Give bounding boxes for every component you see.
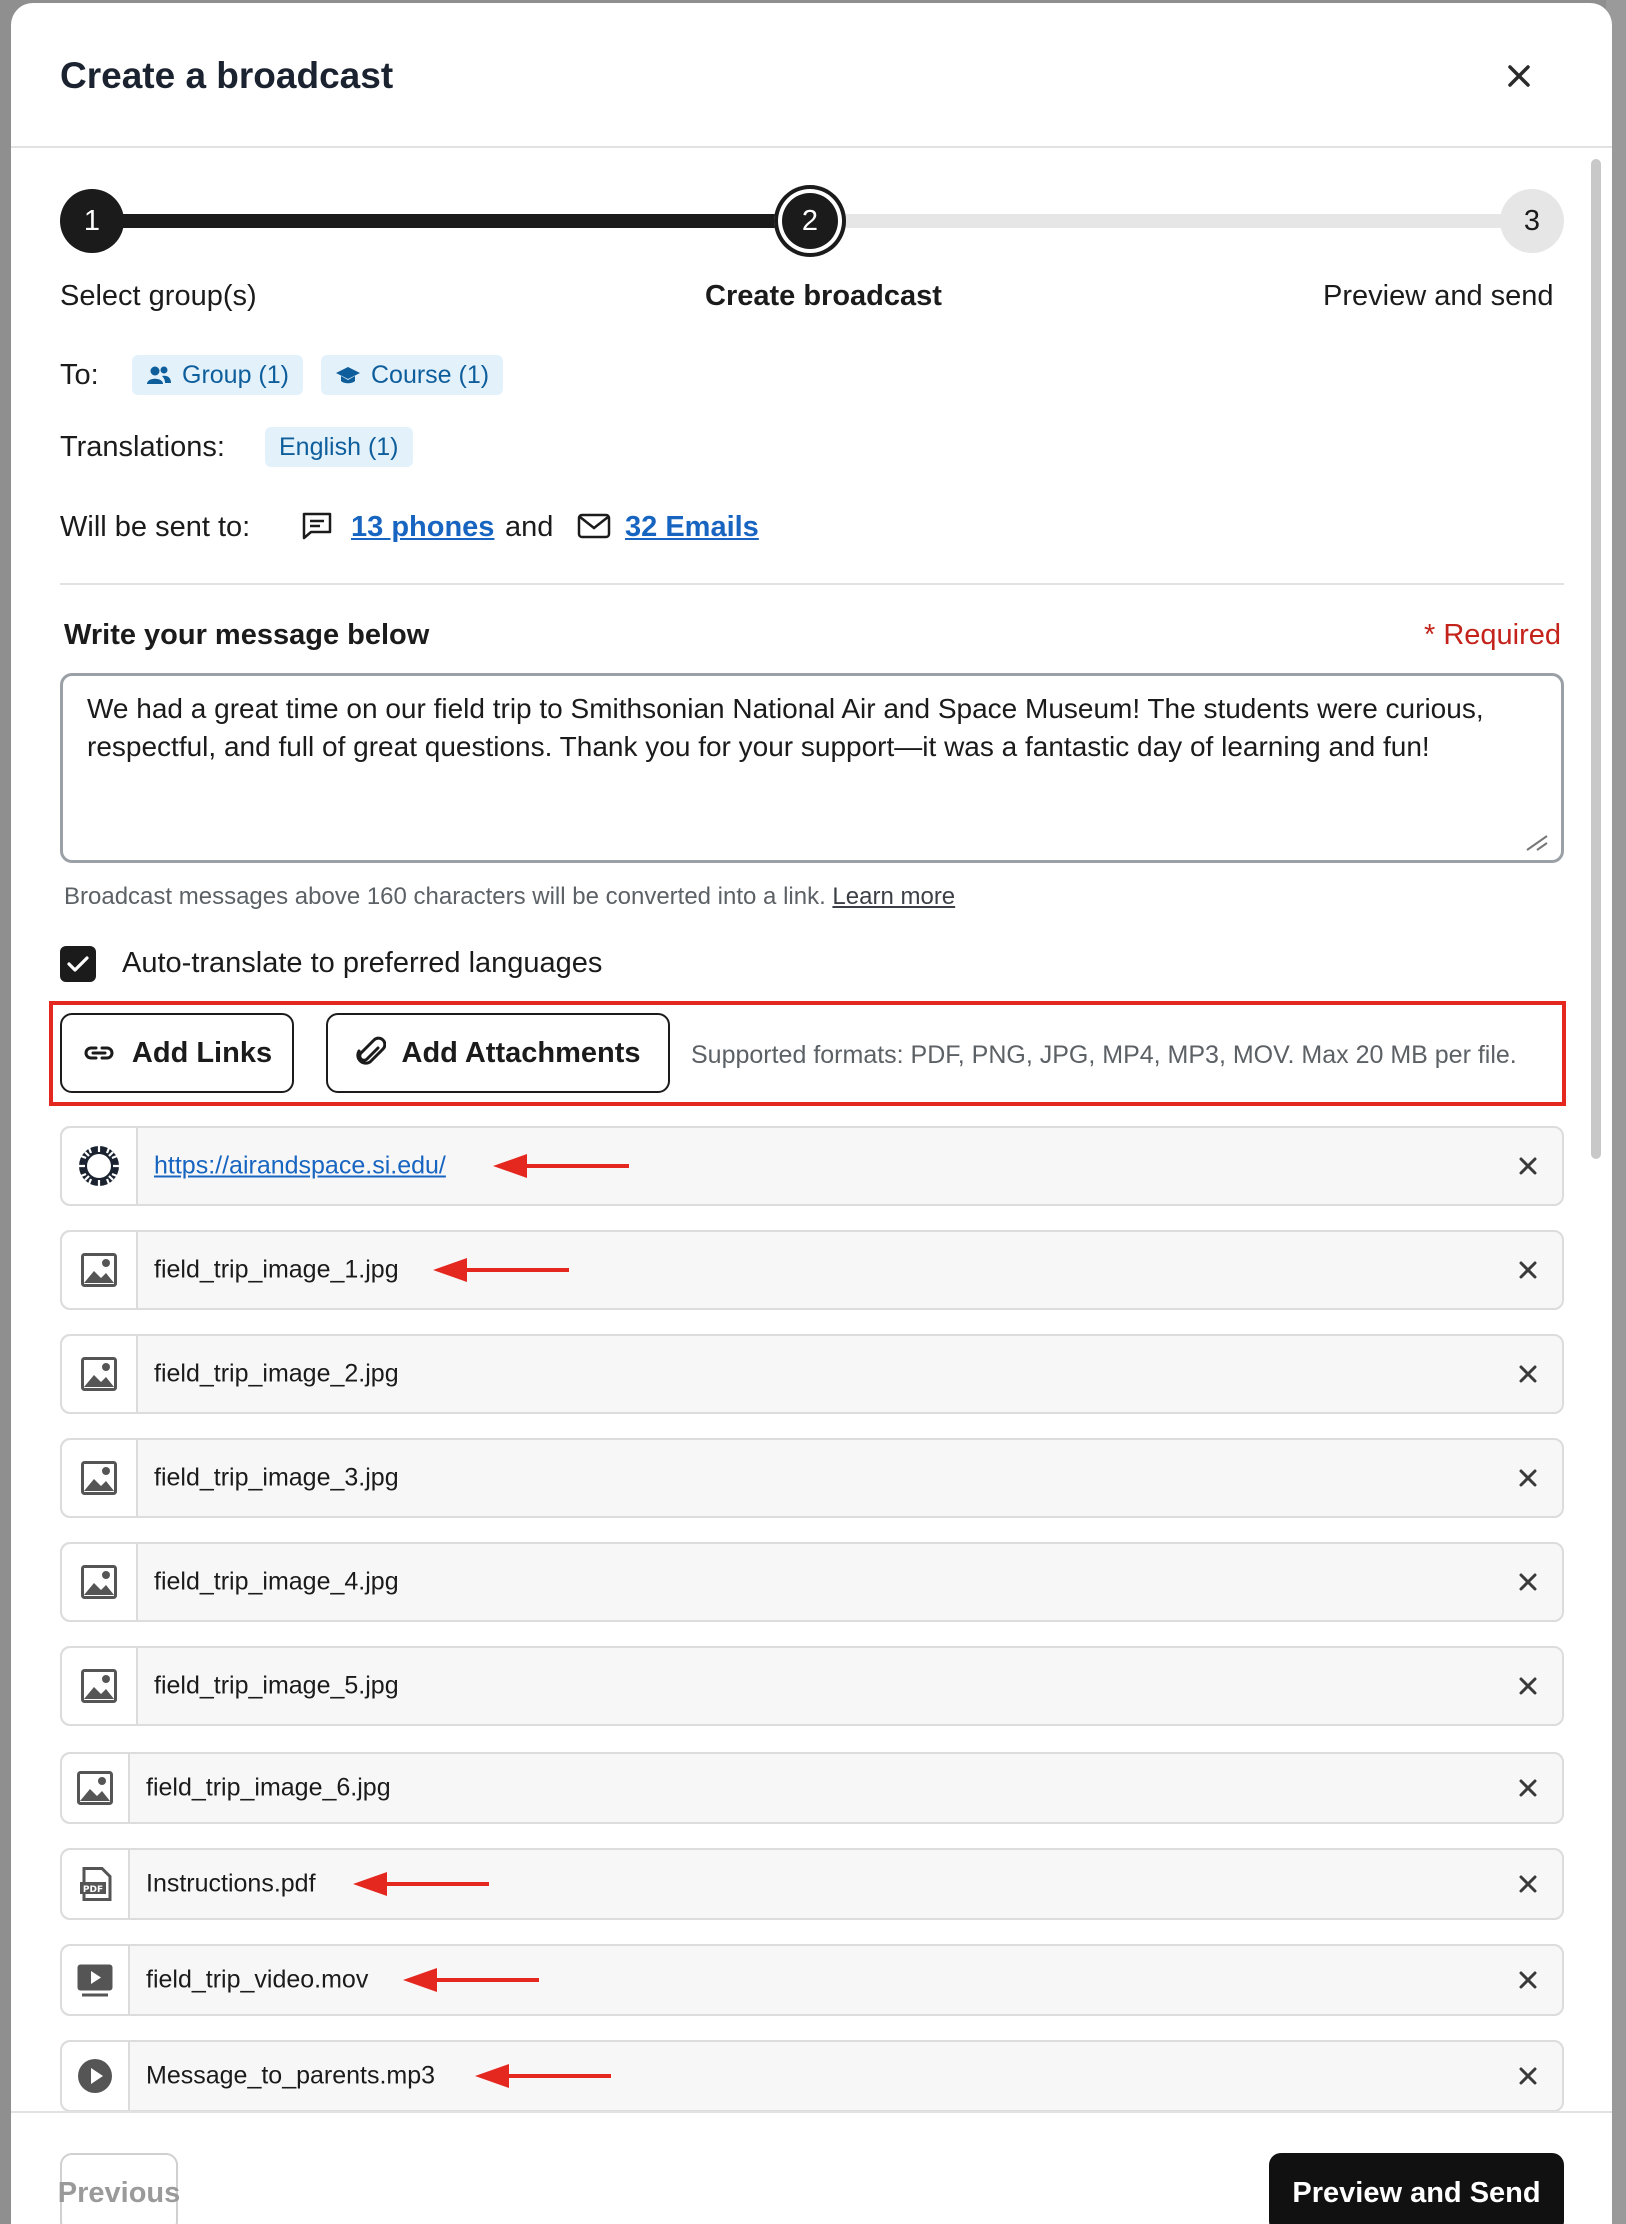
step-1-circle: [60, 189, 124, 253]
site-favicon-icon: [77, 1144, 121, 1188]
add-attachments-button[interactable]: [326, 1013, 670, 1093]
annotation-arrow-icon: [431, 1255, 571, 1285]
attachment-item: [60, 1848, 1564, 1920]
image-icon: [81, 1669, 117, 1703]
item-link-url[interactable]: https://airandspace.si.edu/: [154, 1151, 446, 1180]
supported-formats-note: Supported formats: PDF, PNG, JPG, MP4, MP3, MOV. Max 20 MB per file.: [691, 1041, 1517, 1069]
message-hint: [64, 883, 955, 911]
remove-item-icon[interactable]: [1514, 1256, 1542, 1284]
attachment-item: [60, 1438, 1564, 1518]
attachment-filename: Message_to_parents.mp3: [146, 2061, 436, 2090]
attachment-filename: Instructions.pdf: [146, 1869, 316, 1898]
remove-item-icon[interactable]: [1514, 1464, 1542, 1492]
remove-item-icon[interactable]: [1514, 1152, 1542, 1180]
item-icon-cell: [62, 1544, 138, 1620]
users-icon: [146, 365, 172, 385]
item-icon-cell: [62, 1128, 138, 1204]
attachment-filename: field_trip_image_3.jpg: [154, 1463, 399, 1492]
to-label: To:: [60, 359, 99, 391]
annotation-arrow-icon: [351, 1869, 491, 1899]
step-2-label: Create broadcast: [705, 280, 942, 312]
attachment-item: [60, 1752, 1564, 1824]
step-3-label: Preview and send: [1323, 280, 1554, 312]
learn-more-link[interactable]: Learn more: [832, 883, 956, 910]
attachment-filename: field_trip_image_2.jpg: [154, 1359, 399, 1388]
preview-and-send-button[interactable]: Preview and Send: [1269, 2153, 1564, 2224]
step-3-number: 3: [1523, 204, 1541, 237]
attachment-item: [60, 1944, 1564, 2016]
scrollbar[interactable]: [1588, 153, 1604, 1623]
annotation-arrow-icon: [401, 1965, 541, 1995]
section-divider: [60, 583, 1564, 585]
image-icon: [81, 1357, 117, 1391]
attachment-item: [60, 1542, 1564, 1622]
step-2-number: 2: [801, 204, 819, 237]
add-links-label: Add Links: [131, 1036, 273, 1069]
step-2-circle: [774, 185, 846, 257]
create-broadcast-modal: [11, 3, 1612, 2224]
message-label: Write your message below: [64, 619, 430, 651]
message-hint-text: Broadcast messages above 160 characters will be converted into a link.: [64, 883, 826, 910]
item-icon-cell: [62, 1648, 138, 1724]
close-icon[interactable]: [1501, 58, 1537, 94]
group-chip[interactable]: [132, 355, 303, 395]
image-icon: [81, 1253, 117, 1287]
modal-header: [11, 3, 1612, 148]
attachment-filename: field_trip_image_1.jpg: [154, 1255, 399, 1284]
scrollbar-thumb[interactable]: [1591, 159, 1601, 1159]
course-chip[interactable]: [321, 355, 503, 395]
message-text: We had a great time on our field trip to Smithsonian National Air and Space Museum! The students were curious, respectful, and full of great questions. Thank you for your support—it was a fantastic day of learning and fun!: [87, 693, 1484, 762]
email-icon: [577, 513, 611, 539]
resize-handle-icon[interactable]: [1523, 832, 1549, 852]
item-icon-cell: [62, 1336, 138, 1412]
attachment-filename: field_trip_image_5.jpg: [154, 1671, 399, 1700]
english-chip-label: English (1): [279, 432, 399, 461]
attachment-filename: field_trip_video.mov: [146, 1965, 369, 1994]
add-links-button[interactable]: [60, 1013, 294, 1093]
link-item: [60, 1126, 1564, 1206]
graduation-cap-icon: [335, 365, 361, 385]
remove-item-icon[interactable]: [1514, 1360, 1542, 1388]
course-chip-label: Course (1): [371, 360, 490, 389]
remove-item-icon[interactable]: [1514, 1568, 1542, 1596]
remove-item-icon[interactable]: [1514, 1774, 1542, 1802]
attachment-filename: field_trip_image_6.jpg: [146, 1773, 391, 1802]
previous-button[interactable]: Previous: [60, 2153, 178, 2224]
group-chip-label: Group (1): [182, 360, 289, 389]
item-icon-cell: [62, 1754, 130, 1822]
attachment-item: [60, 1334, 1564, 1414]
english-chip[interactable]: [265, 427, 413, 467]
audio-play-icon: [76, 2057, 114, 2095]
svg-text:PDF: PDF: [82, 1885, 104, 1895]
remove-item-icon[interactable]: [1514, 1966, 1542, 1994]
remove-item-icon[interactable]: [1514, 1870, 1542, 1898]
attachment-item: [60, 1230, 1564, 1310]
item-icon-cell: [62, 1440, 138, 1516]
emails-link[interactable]: 32 Emails: [625, 511, 759, 543]
remove-item-icon[interactable]: [1514, 2062, 1542, 2090]
step-3-circle: [1500, 189, 1564, 253]
add-attachments-label: Add Attachments: [401, 1036, 641, 1069]
image-icon: [77, 1771, 113, 1805]
attachment-filename: field_trip_image_4.jpg: [154, 1567, 399, 1596]
modal-footer: [11, 2111, 1612, 2224]
video-icon: [76, 1963, 114, 1997]
message-textarea[interactable]: [60, 673, 1564, 863]
pdf-icon: [78, 1867, 112, 1901]
phones-link[interactable]: 13 phones: [351, 511, 495, 543]
paperclip-icon: [356, 1036, 386, 1070]
step-progress-complete: [91, 214, 811, 228]
auto-translate-checkbox[interactable]: [60, 946, 96, 982]
link-icon: [82, 1043, 116, 1063]
modal-title: Create a broadcast: [60, 55, 394, 96]
step-1-number: 1: [83, 204, 101, 237]
image-icon: [81, 1461, 117, 1495]
image-icon: [81, 1565, 117, 1599]
remove-item-icon[interactable]: [1514, 1672, 1542, 1700]
item-icon-cell: [62, 2042, 130, 2110]
step-1-label: Select group(s): [60, 280, 257, 312]
auto-translate-label: Auto-translate to preferred languages: [122, 947, 603, 979]
item-icon-cell: [62, 1850, 130, 1918]
required-indicator: * Required: [1424, 619, 1562, 651]
translations-label: Translations:: [60, 431, 225, 463]
and-text: and: [505, 511, 554, 543]
item-icon-cell: [62, 1946, 130, 2014]
step-progress-remaining: [811, 214, 1531, 228]
annotation-arrow-icon: [491, 1151, 631, 1181]
item-icon-cell: [62, 1232, 138, 1308]
annotation-arrow-icon: [473, 2061, 613, 2091]
sent-to-label: Will be sent to:: [60, 511, 251, 543]
attachment-item: [60, 2040, 1564, 2112]
attachment-item: [60, 1646, 1564, 1726]
checkmark-icon: [66, 954, 90, 974]
message-icon: [301, 511, 333, 541]
